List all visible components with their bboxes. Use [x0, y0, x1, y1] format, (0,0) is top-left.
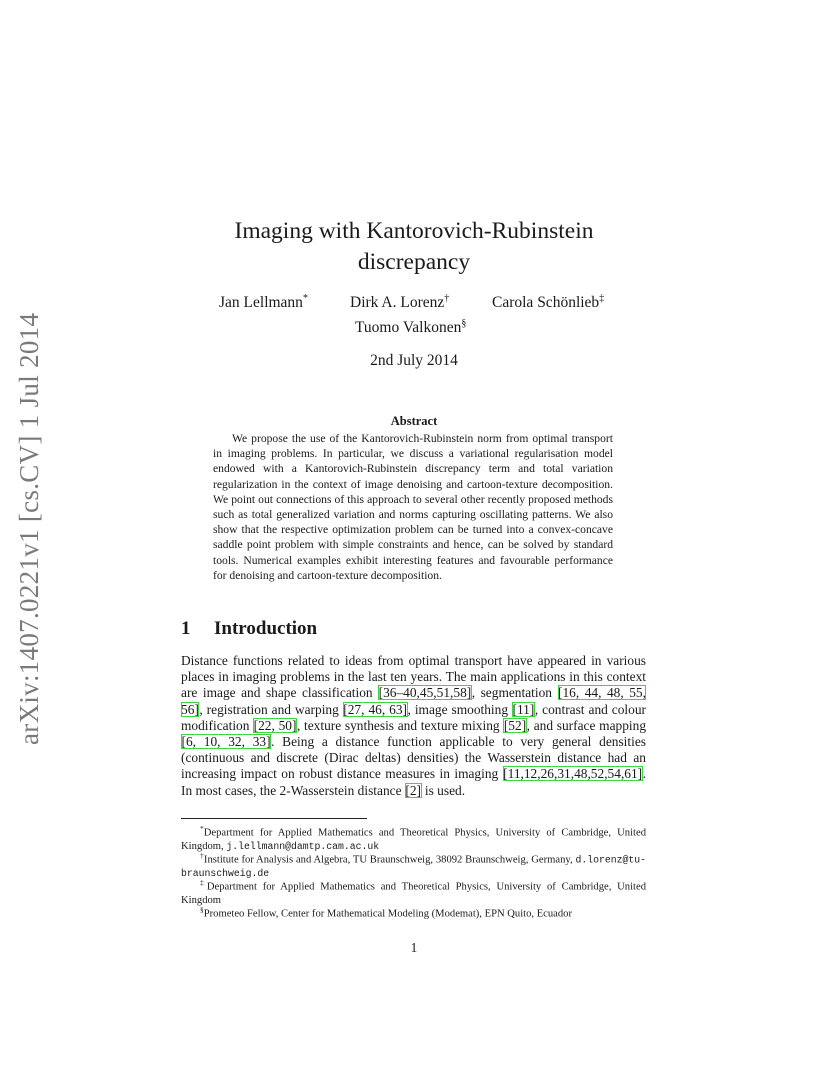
footnote-1: *Department for Applied Mathematics and Theoretical Physics, University of Cambridge, United Kingdom, j.lellmann@damtp.cam.ac.uk	[181, 824, 646, 853]
footnote-2: †Institute for Analysis and Algebra, TU Braunschweig, 38092 Braunschweig, Germany, d.lorenz@tu-braunschweig.de	[181, 851, 646, 880]
section-title: Introduction	[214, 618, 318, 639]
author-3: Carola Schönlieb‡	[492, 293, 605, 312]
citation-link[interactable]: [16, 44, 48, 55, 56]	[181, 685, 646, 717]
section-heading	[181, 618, 317, 640]
footnote-3: ‡Department for Applied Mathematics and Theoretical Physics, University of Cambridge, United Kingdom	[181, 878, 646, 907]
author-2: Dirk A. Lorenz†	[350, 293, 450, 312]
footnote-rule	[181, 818, 367, 819]
footnote-4: §Prometeo Fellow, Center for Mathematical Modeling (Modemat), EPN Quito, Ecuador	[200, 905, 572, 920]
citation-link[interactable]: [27, 46, 63]	[343, 701, 407, 717]
email-link[interactable]: d.lorenz@tu-braunschweig.de	[181, 854, 646, 880]
citation-link[interactable]: [6, 10, 32, 33]	[181, 734, 271, 750]
author-1: Jan Lellmann*	[219, 293, 308, 312]
citation-link[interactable]: [22, 50]	[253, 717, 297, 733]
citation-link[interactable]: [11]	[512, 701, 535, 717]
title-line-2: discrepancy	[357, 249, 471, 275]
section-number: 1	[181, 618, 191, 639]
abstract-heading: Abstract	[390, 414, 438, 428]
arxiv-identifier-stamp: arXiv:1407.0221v1 [cs.CV] 1 Jul 2014	[14, 312, 44, 745]
paper-date: 2nd July 2014	[370, 352, 458, 369]
citation-link[interactable]: [11,12,26,31,48,52,54,61]	[503, 766, 643, 782]
intro-paragraph: Distance functions related to ideas from optimal transport have appeared in various places in imaging problems in the last ten years. The main applications in this context are image and shape classification [36–40,45,51,58], segmentation [16, 44, 48, 55, 56], registration and warping [27, 46, 63], image smoothing [11], contrast and colour modification [22, 50], texture synthesis and texture mixing [52], and surface mapping [6, 10, 32, 33]. Being a distance function applicable to very general densities (continuous and discrete (Dirac deltas) densities) the Wasserstein distance had an increasing impact on robust distance measures in imaging [11,12,26,31,48,52,54,61]. In most cases, the 2-Wasserstein distance [2] is used.	[181, 653, 647, 798]
citation-link[interactable]: [52]	[503, 717, 527, 733]
title-line-1: Imaging with Kantorovich-Rubinstein	[234, 218, 594, 244]
email-link[interactable]: j.lellmann@damtp.cam.ac.uk	[226, 841, 380, 853]
author-4: Tuomo Valkonen§	[355, 318, 467, 337]
citation-link[interactable]: [36–40,45,51,58]	[378, 685, 472, 701]
paper-title	[0, 216, 828, 278]
page-number: 1	[410, 940, 418, 955]
abstract-text: We propose the use of the Kantorovich-Rubinstein norm from optimal transport in imaging problems. In particular, we discuss a variational regularisation model endowed with a Kantorovich-Rubinstein discrepancy term and total variation regularization in the context of image denoising and cartoon-texture decomposition. We point out connections of this approach to several other recently proposed methods such as total generalized variation and norms capturing oscillating patterns. We also show that the respective optimization problem can be turned into a convex-concave saddle point problem with simple constraints and hence, can be solved by standard tools. Numerical examples exhibit interesting features and favourable performance for denoising and cartoon-texture decomposition.	[213, 432, 613, 582]
citation-link[interactable]: [2]	[405, 782, 422, 798]
